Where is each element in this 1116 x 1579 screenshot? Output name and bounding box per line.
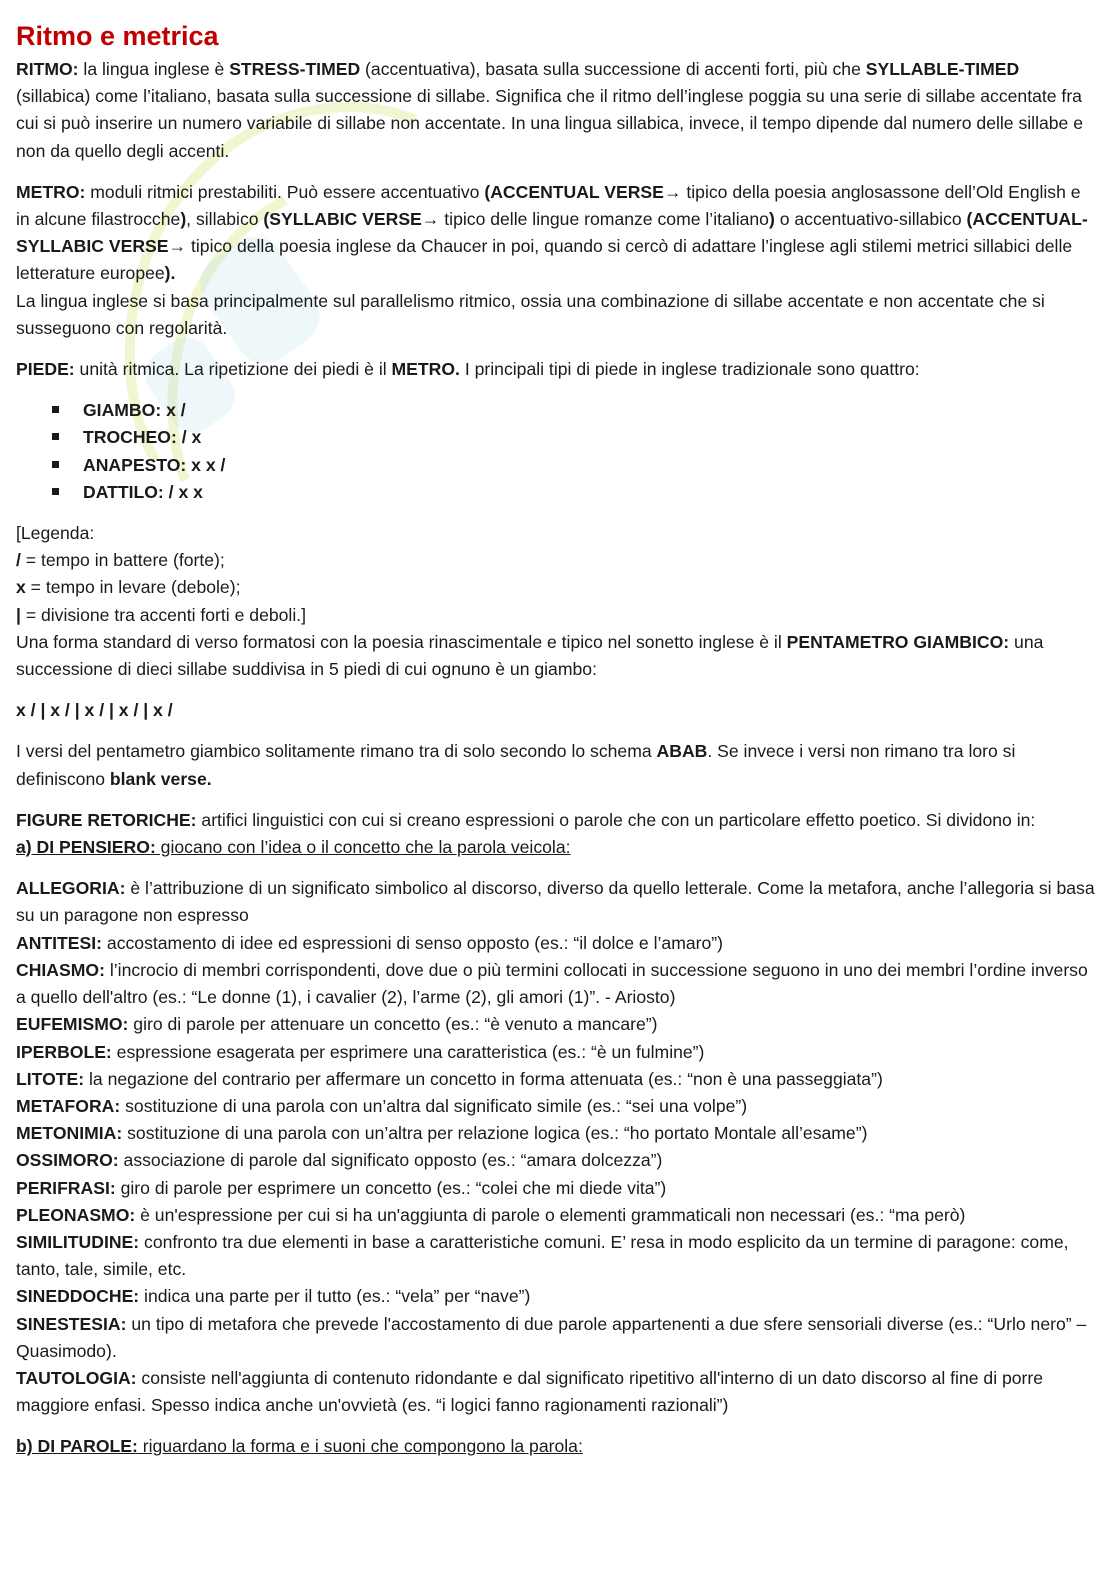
term-entry: PERIFRASI: giro di parole per esprimere un concetto (es.: “colei che mi diede vita”) <box>16 1177 667 1198</box>
term-name: PLEONASMO: <box>16 1204 136 1225</box>
term-name: IPERBOLE: <box>16 1041 112 1062</box>
metric-scheme: x / | x / | x / | x / | x / <box>16 700 173 721</box>
figure-label: FIGURE RETORICHE: <box>16 809 197 830</box>
term-entry: IPERBOLE: espressione esagerata per esprimere una caratteristica (es.: “è un fulmine”) <box>16 1041 705 1062</box>
term-name: SINEDDOCHE: <box>16 1286 140 1307</box>
term-entry: CHIASMO: l’incrocio di membri corrispondenti, dove due o più termini collocati in successione seguono in uno dei membri l’ordine inverso a quello dell'altro (es.: “Le donne (1), i cavalier (2), l’arme (2), gli amori (1)”. - Ariosto) <box>16 959 1088 1008</box>
term-entry: TAUTOLOGIA: consiste nell'aggiunta di contenuto ridondante e dal significato ripetitivo all'interno di un dato discorso al fine di porre maggiore enfasi. Spesso indica anche un'ovvietà (es. “i logici fanno ragionamenti razionali”) <box>16 1367 1044 1416</box>
legend-line: x = tempo in levare (debole); <box>16 577 241 598</box>
term-name: SIMILITUDINE: <box>16 1231 140 1252</box>
term-name: EUFEMISMO: <box>16 1014 129 1035</box>
term-name: OSSIMORO: <box>16 1150 119 1171</box>
term-name: ALLEGORIA: <box>16 878 126 899</box>
paragraph-figure-retoriche: FIGURE RETORICHE: artifici linguistici con cui si creano espressioni o parole che con un particolare effetto poetico. Si dividono in: <box>16 809 1036 830</box>
term-entry: ALLEGORIA: è l’attribuzione di un significato simbolico al discorso, diverso da quello letterale. Come la metafora, anche l’allegoria si basa su un paragone non espresso <box>16 878 1095 926</box>
term-entry: SINESTESIA: un tipo di metafora che prevede l'accostamento di due parole appartenenti a due sfere sensoriali diverse (es.: “Urlo nero” – Quasimodo). <box>16 1313 1087 1361</box>
legend-line: | = divisione tra accenti forti e deboli.] <box>16 604 307 625</box>
list-item: ANAPESTO: x x / <box>52 452 1096 479</box>
term-entry: LITOTE: la negazione del contrario per affermare un concetto in forma attenuata (es.: “non è una passeggiata”) <box>16 1068 883 1089</box>
term-name: METONIMIA: <box>16 1123 123 1144</box>
feet-list <box>16 397 1096 506</box>
term-name: TAUTOLOGIA: <box>16 1367 137 1388</box>
term-entry: SINEDDOCHE: indica una parte per il tutto (es.: “vela” per “nave”) <box>16 1286 531 1307</box>
paragraph-rima: I versi del pentametro giambico solitamente rimano tra di solo secondo lo schema ABAB. Se invece i versi non rimano tra loro si definiscono blank verse. <box>16 741 1016 789</box>
page-title: Ritmo e metrica <box>16 21 219 51</box>
paragraph-parallelismo: La lingua inglese si basa principalmente sul parallelismo ritmico, ossia una combinazione di sillabe accentate e non accentate che si susseguono con regolarità. <box>16 290 1045 338</box>
term-entry: EUFEMISMO: giro di parole per attenuare un concetto (es.: “è venuto a mancare”) <box>16 1014 658 1035</box>
ritmo-label: RITMO: <box>16 59 79 79</box>
term-name: CHIASMO: <box>16 959 105 980</box>
metro-label: METRO: <box>16 181 86 202</box>
legend-block <box>16 520 1096 629</box>
term-name: METAFORA: <box>16 1095 121 1116</box>
legend-line: / = tempo in battere (forte); <box>16 550 225 571</box>
document-page <box>16 16 1096 1461</box>
term-entry: METAFORA: sostituzione di una parola con un’altra dal significato simile (es.: “sei una volpe”) <box>16 1095 748 1116</box>
term-name: LITOTE: <box>16 1068 85 1089</box>
paragraph-pentametro: Una forma standard di verso formatosi con la poesia rinascimentale e tipico nel sonetto inglese è il PENTAMETRO GIAMBICO: una successione di dieci sillabe suddivisa in 5 piedi di cui ognuno è un giambo: <box>16 631 1044 680</box>
paragraph-metro: METRO: moduli ritmici prestabiliti. Può essere accentuativo (ACCENTUAL VERSE→ tipico della poesia anglosassone dell’Old English e in alcune filastrocche), sillabico (SYLLABIC VERSE→ tipico delle lingue romanze come l’italiano) o accentuativo-sillabico (ACCENTUAL-SYLLABIC VERSE→ tipico della poesia inglese da Chaucer in poi, quando si cercò di adattare l’inglese agli stilemi metrici sillabici delle letterature europee). <box>16 181 1088 284</box>
term-entry: PLEONASMO: è un'espressione per cui si ha un'aggiunta di parole o elementi grammaticali non necessari (es.: “ma però) <box>16 1204 966 1225</box>
list-item: GIAMBO: x / <box>52 397 1096 424</box>
legend-title: [Legenda: <box>16 523 95 544</box>
term-name: ANTITESI: <box>16 932 103 953</box>
term-entry: OSSIMORO: associazione di parole dal significato opposto (es.: “amara dolcezza”) <box>16 1150 663 1171</box>
terms-list <box>16 875 1096 1419</box>
piede-label: PIEDE: <box>16 359 75 380</box>
term-entry: ANTITESI: accostamento di idee ed espressioni di senso opposto (es.: “il dolce e l’amaro”) <box>16 932 724 953</box>
list-item: TROCHEO: / x <box>52 424 1096 451</box>
section-a-heading: a) DI PENSIERO: giocano con l’idea o il concetto che la parola veicola: <box>16 837 571 858</box>
paragraph-piede: PIEDE: unità ritmica. La ripetizione dei piedi è il METRO. I principali tipi di piede in inglese tradizionale sono quattro: <box>16 359 920 380</box>
term-name: SINESTESIA: <box>16 1313 127 1334</box>
paragraph-ritmo: RITMO: la lingua inglese è STRESS-TIMED (accentuativa), basata sulla successione di accenti forti, più che SYLLABLE-TIMED (sillabica) come l’italiano, basata sulla successione di sillabe. Significa che il ritmo dell’inglese poggia su una serie di sillabe accentate fra cui si può inserire un numero variabile di sillabe non accentate. In una lingua sillabica, invece, il tempo dipende dal numero delle sillabe e non da quello degli accenti. <box>16 59 1084 161</box>
term-entry: METONIMIA: sostituzione di una parola con un’altra per relazione logica (es.: “ho portato Montale all’esame”) <box>16 1123 868 1144</box>
list-item: DATTILO: / x x <box>52 479 1096 506</box>
section-b-heading: b) DI PAROLE: riguardano la forma e i suoni che compongono la parola: <box>16 1436 583 1457</box>
term-name: PERIFRASI: <box>16 1177 116 1198</box>
term-entry: SIMILITUDINE: confronto tra due elementi in base a caratteristiche comuni. E’ resa in modo esplicito da un termine di paragone: come, tanto, tale, simile, etc. <box>16 1231 1069 1280</box>
